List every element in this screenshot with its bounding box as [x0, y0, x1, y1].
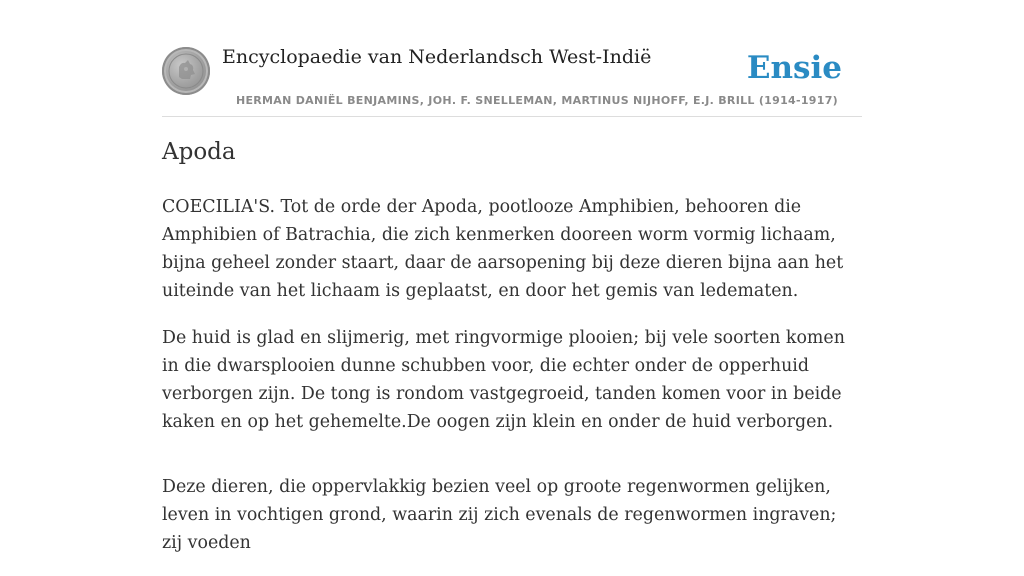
entry-body [162, 193, 862, 576]
brand-logo[interactable]: Ensie [746, 50, 842, 86]
paragraph: Deze dieren, die oppervlakkig bezien veel op groote regenwormen gelijken, leven in vochtigen grond, waarin zij zich evenals de regenwormen ingraven; zij voeden [162, 477, 837, 553]
paragraph: COECILIA'S. Tot de orde der Apoda, pootlooze Amphibien, behooren die Amphibien of Batrachia, die zich kenmerken dooreen worm vormig lichaam, bijna geheel zonder staart, daar de aarsopening bij deze dieren bijna aan het uiteinde van het lichaam is geplaatst, en door het gemis van ledematen. [162, 197, 844, 301]
authors-line: HERMAN DANIËL BENJAMINS, JOH. F. SNELLEMAN, MARTINUS NIJHOFF, E.J. BRILL (1914-1917) [235, 94, 838, 107]
header [162, 0, 862, 117]
entry-title: Apoda [162, 139, 236, 165]
paragraph: De huid is glad en slijmerig, met ringvormige plooien; bij vele soorten komen in die dwarsplooien dunne schubben voor, die echter onder de opperhuid verborgen zijn. De tong is rondom vastgegroeid, tanden komen voor in beide kaken en op het gehemelte.De oogen zijn klein en onder de huid verborgen. [162, 328, 845, 432]
book-title[interactable]: Encyclopaedie van Nederlandsch West-Indië [222, 46, 652, 68]
page [162, 0, 862, 553]
coin-icon[interactable] [162, 47, 210, 95]
